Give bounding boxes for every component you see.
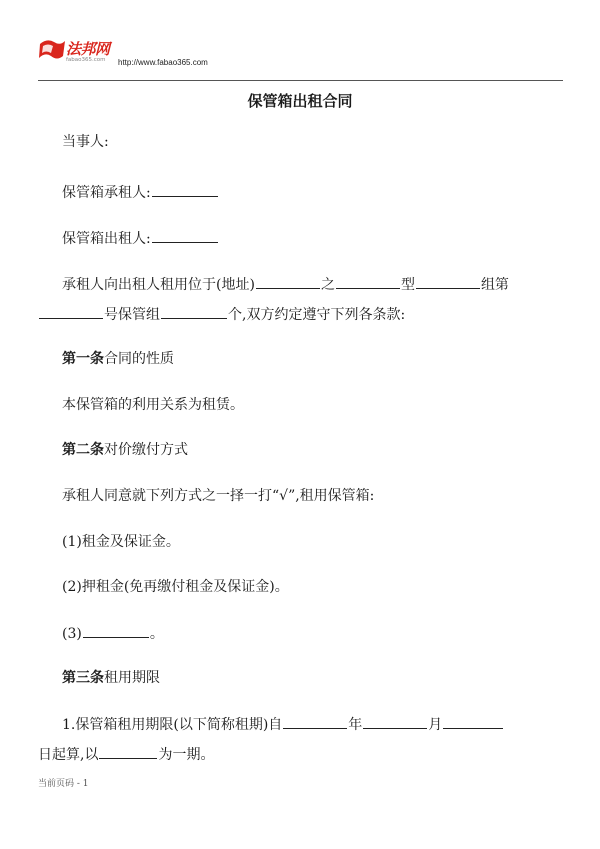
article-2-option-3 [62, 623, 562, 643]
lessee-label: 保管箱承租人: [62, 185, 151, 201]
article-2-option-1: (1)租金及保证金。 [62, 534, 180, 550]
logo-text: 法邦网 [66, 40, 110, 58]
article-1-title: 合同的性质 [104, 351, 174, 367]
intro-line-2 [38, 304, 538, 324]
intro-line-1 [62, 274, 562, 294]
term-text-year: 年 [348, 717, 363, 733]
page-number-footer: 当前页码 - 1 [38, 779, 89, 789]
article-1-number: 第一条 [62, 351, 104, 367]
lessor-blank [152, 228, 218, 243]
option-3-prefix: (3) [62, 626, 82, 642]
intro-text-1: 承租人向出租人租用位于(地址) [62, 277, 255, 293]
option-3-blank [83, 623, 149, 638]
term-text-month: 月 [428, 717, 443, 733]
article-3-heading [62, 669, 562, 687]
article-3-item-1-line-1 [62, 714, 562, 734]
intro-text-2: 之 [320, 277, 335, 293]
start-day-blank [443, 714, 503, 729]
intro-text-4: 组第 [480, 277, 509, 293]
lessor-line [62, 228, 562, 248]
intro-text-3: 型 [400, 277, 415, 293]
document-title: 保管箱出租合同 [247, 92, 353, 110]
location-blank [336, 274, 400, 289]
parties-label: 当事人: [62, 134, 109, 150]
term-text-day: 日起算,以 [38, 747, 99, 763]
article-3-item-1-line-2 [38, 744, 538, 764]
start-month-blank [363, 714, 427, 729]
lessee-line [62, 182, 562, 202]
article-2-heading [62, 441, 562, 459]
article-2-option-2: (2)押租金(免再缴付租金及保证金)。 [62, 579, 289, 595]
article-2-body: 承租人同意就下列方式之一择一打“√”,租用保管箱: [62, 488, 375, 504]
page-header [0, 0, 600, 82]
start-year-blank [283, 714, 347, 729]
group-blank [39, 304, 103, 319]
lessor-label: 保管箱出租人: [62, 231, 151, 247]
period-blank [99, 744, 157, 759]
intro-text-6: 个,双方约定遵守下列各条款: [228, 307, 406, 323]
count-blank [161, 304, 227, 319]
term-text-1: 1.保管箱租用期限(以下简称租期)自 [62, 717, 283, 733]
header-divider [38, 80, 563, 81]
fabao-logo[interactable] [38, 36, 118, 68]
term-text-period: 为一期。 [158, 747, 215, 763]
logo-flag-icon [38, 36, 66, 64]
article-1-heading [62, 350, 562, 368]
address-blank [256, 274, 320, 289]
article-2-number: 第二条 [62, 442, 104, 458]
lessee-blank [152, 182, 218, 197]
article-1-body: 本保管箱的利用关系为租赁。 [62, 397, 244, 413]
logo-subtext: fabao365.com [66, 57, 106, 63]
type-blank [416, 274, 480, 289]
article-3-number: 第三条 [62, 670, 104, 686]
article-2-title: 对价缴付方式 [104, 442, 188, 458]
intro-text-5: 号保管组 [104, 307, 160, 323]
option-3-suffix: 。 [149, 626, 164, 642]
article-3-title: 租用期限 [104, 670, 160, 686]
site-url-link[interactable]: http://www.fabao365.com [118, 58, 208, 67]
